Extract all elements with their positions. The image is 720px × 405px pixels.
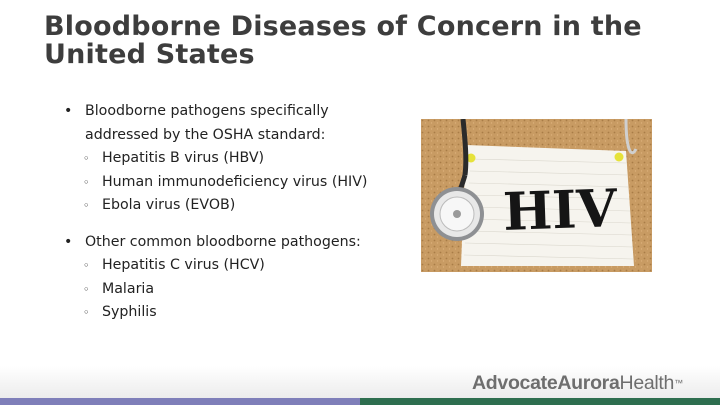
sub-item	[64, 147, 404, 171]
sub-bullet-icon: ◦	[83, 282, 90, 296]
bullet-dot-icon: •	[64, 233, 73, 250]
sub-item	[64, 171, 404, 195]
photo-illustration	[421, 119, 652, 272]
bullet-item	[64, 100, 404, 147]
sub-item	[64, 278, 404, 302]
sub-item-text: Human immunodeficiency virus (HIV)	[102, 173, 368, 190]
bullet-item	[64, 231, 404, 255]
sub-item	[64, 254, 404, 278]
hiv-stethoscope-photo	[421, 119, 652, 272]
slide-title: Bloodborne Diseases of Concern in the United States	[44, 11, 642, 70]
pushpin-icon	[615, 153, 624, 162]
sub-item	[64, 301, 404, 325]
sub-item-text: Hepatitis C virus (HCV)	[102, 257, 265, 273]
advocate-aurora-health-logo: AdvocateAuroraHealth™	[472, 372, 683, 394]
sub-item	[64, 194, 404, 218]
sub-item-text: Syphilis	[102, 304, 157, 320]
footer-bar-purple	[0, 398, 360, 405]
sub-item-text: Malaria	[102, 280, 155, 297]
sub-item-text: Ebola virus (EVOB)	[102, 197, 236, 213]
sub-bullet-icon: ◦	[83, 306, 90, 319]
sub-bullet-icon: ◦	[83, 259, 90, 272]
bullet-dot-icon: •	[64, 103, 73, 119]
bullet-text: Bloodborne pathogens specifically addressed by the OSHA standard:	[85, 103, 329, 143]
sub-bullet-icon: ◦	[83, 199, 90, 212]
bullet-text: Other common bloodborne pathogens:	[85, 233, 361, 250]
hiv-sign-text: HIV	[502, 178, 618, 244]
sub-bullet-icon: ◦	[83, 175, 90, 189]
sub-bullet-icon: ◦	[83, 152, 90, 165]
stethoscope-icon	[430, 187, 484, 241]
bullet-list	[64, 100, 404, 325]
sub-item-text: Hepatitis B virus (HBV)	[102, 150, 265, 166]
footer-bar-green	[360, 398, 720, 405]
